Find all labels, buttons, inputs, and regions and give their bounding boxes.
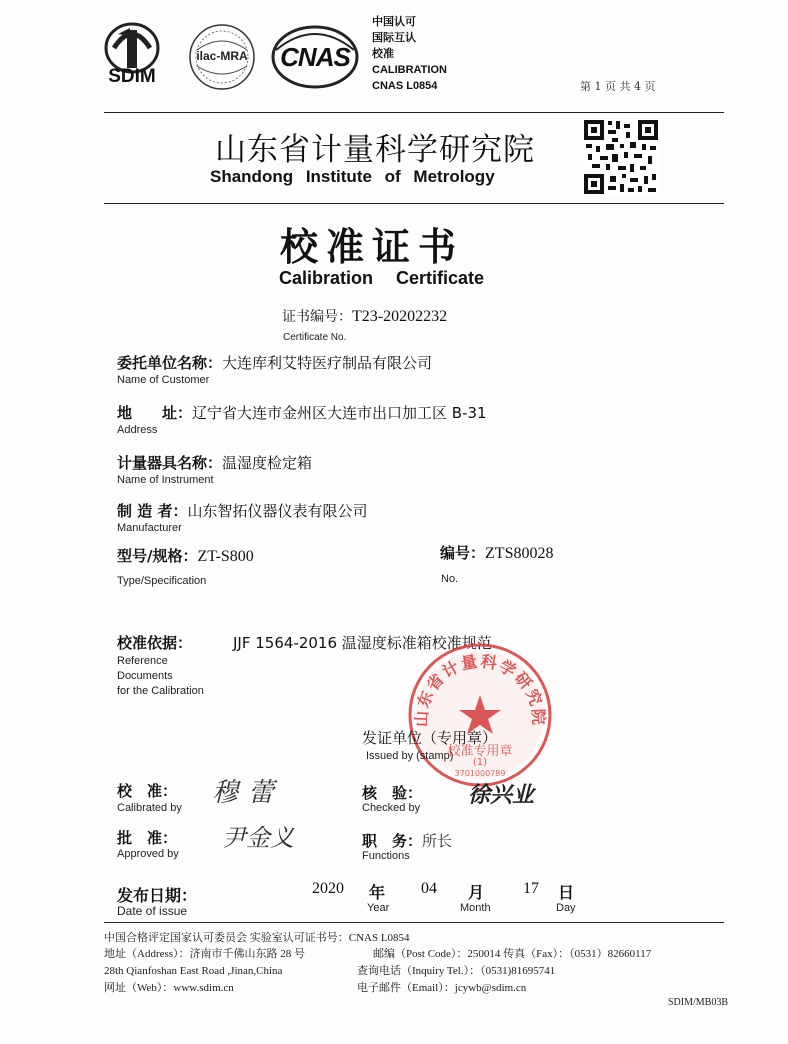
accreditation-line: CALIBRATION — [372, 64, 447, 76]
qr-code — [582, 118, 660, 196]
footer-cnas: 中国合格评定国家认可委员会 实验室认可证书号：CNAS L0854 — [104, 932, 410, 944]
date-label: 发布日期： — [117, 886, 198, 905]
instrument-value: 温湿度检定箱 — [222, 454, 313, 472]
manufacturer-value: 山东智拓仪器仪表有限公司 — [187, 502, 368, 520]
cnas-logo — [270, 22, 360, 92]
serial-value: ZTS80028 — [485, 545, 554, 562]
date-month-value: 04 — [421, 880, 437, 897]
date-year-en: Year — [367, 902, 390, 914]
instrument-row — [117, 452, 312, 473]
position-row — [362, 830, 452, 851]
institute-name-cn: 山东省计量科学研究院 — [215, 132, 535, 168]
instrument-label-en: Name of Instrument — [117, 474, 214, 486]
approved-label-en: Approved by — [117, 848, 179, 860]
checked-label: 核 验： — [362, 784, 423, 802]
customer-row — [117, 352, 432, 373]
footer-address: 地址（Address）：济南市千佛山东路 28 号 — [104, 948, 306, 960]
calibrated-label: 校 准： — [117, 782, 178, 800]
seal-number: (1) — [472, 757, 488, 768]
issued-by-label: 发证单位（专用章） — [362, 729, 498, 747]
sdim-logo — [100, 22, 164, 92]
date-month-cn: 月 — [468, 883, 485, 902]
ilac-mra-logo — [183, 22, 261, 92]
form-code: SDIM/MB03B — [668, 997, 729, 1008]
date-day-en: Day — [556, 902, 576, 914]
model-row — [117, 545, 254, 566]
footer-web: 网址（Web）：www.sdim.cn — [104, 982, 234, 994]
approved-label: 批 准： — [117, 829, 178, 847]
reference-value: JJF 1564-2016 温湿度标准箱校准规范 — [233, 634, 492, 652]
checked-label-en: Checked by — [362, 802, 421, 814]
address-value: 辽宁省大连市金州区大连市出口加工区 B-31 — [192, 404, 487, 422]
date-day-value: 17 — [523, 880, 539, 897]
footer-divider — [104, 922, 724, 923]
reference-label-en — [117, 654, 204, 699]
reference-label: 校准依据： — [117, 634, 193, 652]
serial-row — [440, 542, 553, 563]
checked-signature: 徐兴业 — [468, 782, 535, 808]
certificate-title-cn: 校准证书 — [280, 225, 465, 269]
cnas-logo-text: CNAS — [280, 42, 350, 72]
sdim-logo-text: SDIM — [108, 66, 156, 87]
calibrated-signature: 穆蕾 — [212, 778, 285, 808]
institute-divider — [104, 203, 724, 204]
accreditation-block — [372, 14, 502, 94]
model-label-en: Type/Specification — [117, 575, 207, 587]
serial-label: 编号： — [440, 544, 486, 562]
certificate-title-en: Calibration Certificate — [279, 268, 485, 288]
seal-code: 3701000789 — [454, 769, 506, 778]
manufacturer-label-en: Manufacturer — [117, 522, 182, 534]
customer-label: 委托单位名称： — [117, 354, 223, 372]
reference-label-en-line: for the Calibration — [117, 685, 204, 697]
footer-email: 电子邮件（Email）：jcywb@sdim.cn — [357, 982, 527, 994]
manufacturer-label: 制 造 者： — [117, 502, 188, 520]
accreditation-line: 国际互认 — [372, 31, 416, 44]
instrument-label: 计量器具名称： — [117, 454, 223, 472]
customer-value: 大连库利艾特医疗制品有限公司 — [222, 354, 433, 372]
customer-label-en: Name of Customer — [117, 374, 210, 386]
date-year-cn: 年 — [369, 883, 386, 902]
date-month-en: Month — [460, 902, 491, 914]
manufacturer-row — [117, 500, 367, 521]
footer-postcode-fax: 邮编（Post Code）：250014 传真（Fax）：（0531）82660117 — [373, 948, 652, 960]
calibrated-label-en: Calibrated by — [117, 802, 182, 814]
page-info: 第 1 页 共 4 页 — [580, 80, 656, 93]
address-label-en: Address — [117, 424, 158, 436]
issued-by-label-en: Issued by (stamp) — [366, 750, 454, 762]
approved-signature: 尹金义 — [222, 824, 294, 852]
certificate-number-value: T23-20202232 — [352, 308, 448, 325]
serial-label-en: No. — [441, 573, 459, 585]
date-label-en: Date of issue — [117, 904, 188, 918]
seal-subtext: 校准专用章 — [447, 744, 513, 759]
official-seal — [405, 640, 555, 790]
certificate-number-label: 证书编号： — [282, 309, 352, 325]
address-label: 地 址： — [117, 404, 193, 422]
reference-label-en-line: Reference — [117, 655, 168, 667]
position-label-en: Functions — [362, 850, 410, 862]
header-divider — [104, 112, 724, 113]
accreditation-line: 中国认可 — [372, 15, 416, 28]
address-row — [117, 402, 487, 423]
footer-inquiry-tel: 查询电话（Inquiry Tel.）：（0531)81695741 — [357, 965, 556, 977]
accreditation-line: CNAS L0854 — [372, 80, 438, 92]
reference-label-en-line: Documents — [117, 670, 173, 682]
model-label: 型号/规格： — [117, 547, 198, 565]
seal-text: 山东省计量科学研究院 — [411, 651, 549, 728]
accreditation-line: 校准 — [372, 47, 394, 60]
position-value: 所长 — [422, 832, 453, 850]
footer-address-en: 28th Qianfoshan East Road ,Jinan,China — [104, 965, 283, 977]
position-label: 职 务： — [362, 832, 423, 850]
certificate-number — [282, 306, 447, 326]
model-value: ZT-S800 — [197, 548, 254, 565]
institute-name-en: Shandong Institute of Metrology — [210, 167, 495, 186]
date-day-cn: 日 — [558, 883, 575, 902]
ilac-mra-text: ilac-MRA — [196, 49, 248, 63]
date-year-value: 2020 — [312, 880, 344, 897]
certificate-number-label-en: Certificate No. — [283, 332, 347, 343]
